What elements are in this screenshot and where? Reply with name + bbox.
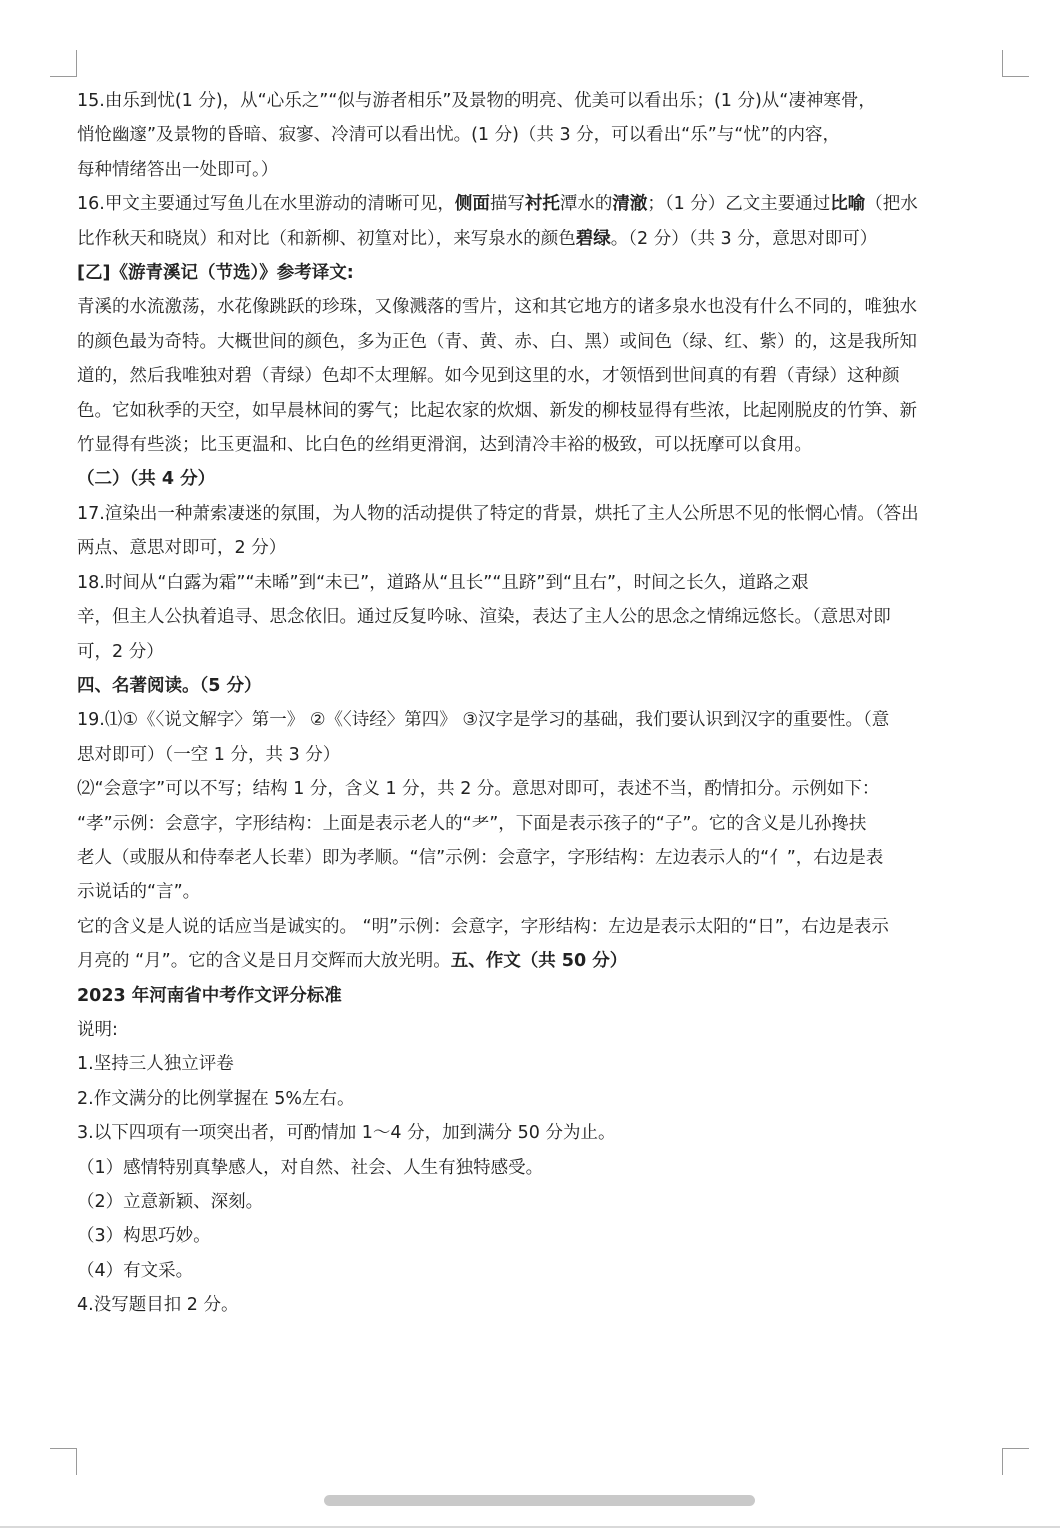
crop-mark-bottom-left [50,1448,77,1475]
answer-16 [77,187,1007,256]
text-line: 每种情绪答出一处即可。） [77,159,279,180]
text-line: 它的含义是人说的话应当是诚实的。 “明”示例：会意字，字形结构：左边是表示太阳的“日”，右边是表示 [77,916,889,937]
text-line: ⑵“会意字”可以不写；结构 1 分，含义 1 分，共 2 分。意思对即可，表述不当，酌情扣分。示例如下： [77,779,880,800]
section-heading: （二）（共 4 分） [77,469,216,490]
rule-item: 3.以下四项有一项突出者，可酌情加 1～4 分，加到满分 50 分为止。 [77,1123,616,1144]
text-line: 19.⑴①《〈说文解字〉第一》 ②《〈诗经〉第四》 ③汉字是学习的基础，我们要认识到汉字的重要性。（意 [77,710,890,731]
bold-term: 衬托 [524,194,560,215]
essay-title: 2023 年河南省中考作文评分标准 [77,985,342,1006]
text-run: 潭水的 [559,194,613,215]
crop-mark-bottom-right [1002,1448,1029,1475]
text-run: 比作秋天和晓岚）和对比（和新柳、初篁对比），来写泉水的颜色 [77,228,576,249]
text-line: “孝”示例：会意字，字形结构：上面是表示老人的“耂”，下面是表示孩子的“子”。它的含义是儿孙搀扶 [77,813,867,834]
text-line: 示说话的“言”。 [77,882,201,903]
sub-rule-item: （3）构思巧妙。 [77,1226,211,1247]
text-line [77,187,1007,221]
text-run: 描写 [489,194,525,215]
section-heading: [乙]《游青溪记（节选）》参考译文: [77,263,354,284]
text-line: 可，2 分） [77,641,164,662]
scrollbar-thumb[interactable] [324,1495,755,1506]
text-run: 月亮的 “月”。它的含义是日月交辉而大放光明。 [77,951,451,972]
text-line [77,222,1007,256]
rule-item: 4.没写题目扣 2 分。 [77,1295,239,1316]
text-line: 17.渲染出一种萧索凄迷的氛围，为人物的活动提供了特定的背景，烘托了主人公所思不见的怅惘心情。（答出 [77,503,919,524]
answer-18 [77,566,1007,669]
crop-mark-top-left [50,50,77,77]
sub-rule-item: （4）有文采。 [77,1260,194,1281]
bold-term: 清澈 [612,194,648,215]
text-line: 18.时间从“白露为霜”“未晞”到“未已”，道路从“且长”“且跻”到“且右”，时间之长久，道路之艰 [77,572,809,593]
rule-item: 1.坚持三人独立评卷 [77,1054,234,1075]
crop-mark-top-right [1002,50,1029,77]
text-line: 思对即可）（一空 1 分，共 3 分） [77,744,341,765]
document-body [77,84,1007,1323]
text-line: 两点、意思对即可，2 分） [77,538,287,559]
text-line: 道的，然后我唯独对碧（青绿）色却不太理解。如今见到这里的水，才领悟到世间真的有碧（青绿）这种颜 [77,366,900,387]
text-line: 悄怆幽邃”及景物的昏暗、寂寥、冷清可以看出忧。(1 分)（共 3 分，可以看出“乐”与“忧”的内容， [77,125,840,146]
text-line: 青溪的水流激荡，水花像跳跃的珍珠，又像溅落的雪片，这和其它地方的诸多泉水也没有什么不同的，唯独水 [77,297,917,318]
bold-term: 比喻 [830,194,866,215]
text-line: 竹显得有些淡；比玉更温和、比白色的丝绢更滑润，达到清冷丰裕的极致，可以抚摩可以食用。 [77,435,812,456]
translation-section [77,256,1007,462]
text-run: 。（2 分）（共 3 分，意思对即可） [610,228,878,249]
text-run: 16.甲文主要通过写鱼儿在水里游动的清晰可见， [77,194,455,215]
section-heading: 四、名著阅读。（5 分） [77,675,262,696]
sub-rule-item: （2）立意新颖、深刻。 [77,1192,264,1212]
text-run: （把水 [865,194,918,215]
text-run: ；（1 分）乙文主要通过 [647,194,831,215]
text-line: 说明: [77,1019,118,1040]
section-heading-inline: 五、作文（共 50 分） [450,951,628,972]
rule-item: 2.作文满分的比例掌握在 5%左右。 [77,1088,355,1109]
text-line: 辛，但主人公执着追寻、思念依旧。通过反复吟咏、渲染，表达了主人公的思念之情绵远悠长。（意思对即 [77,607,891,628]
sub-rule-item: （1）感情特别真挚感人，对自然、社会、人生有独特感受。 [77,1157,544,1178]
answer-15 [77,84,1007,187]
bold-term: 碧绿 [575,228,611,249]
text-line: 的颜色最为奇特。大概世间的颜色，多为正色（青、黄、赤、白、黑）或间色（绿、红、紫）的，这是我所知 [77,331,917,352]
text-line: 色。它如秋季的天空，如早晨林间的雾气；比起农家的炊烟、新发的柳枝显得有些浓，比起刚脱皮的竹笋、新 [77,400,917,421]
answer-19 [77,703,1007,978]
essay-criteria [77,979,1007,1323]
text-line: 老人（或服从和侍奉老人长辈）即为孝顺。“信”示例：会意字，字形结构：左边表示人的“亻”，右边是表 [77,847,884,868]
text-line: 15.由乐到忧(1 分)，从“心乐之”“似与游者相乐”及景物的明亮、优美可以看出乐；(1 分)从“凄神寒骨， [77,91,876,111]
text-line [77,944,1007,978]
bold-term: 侧面 [454,194,490,215]
answer-17 [77,497,1007,566]
